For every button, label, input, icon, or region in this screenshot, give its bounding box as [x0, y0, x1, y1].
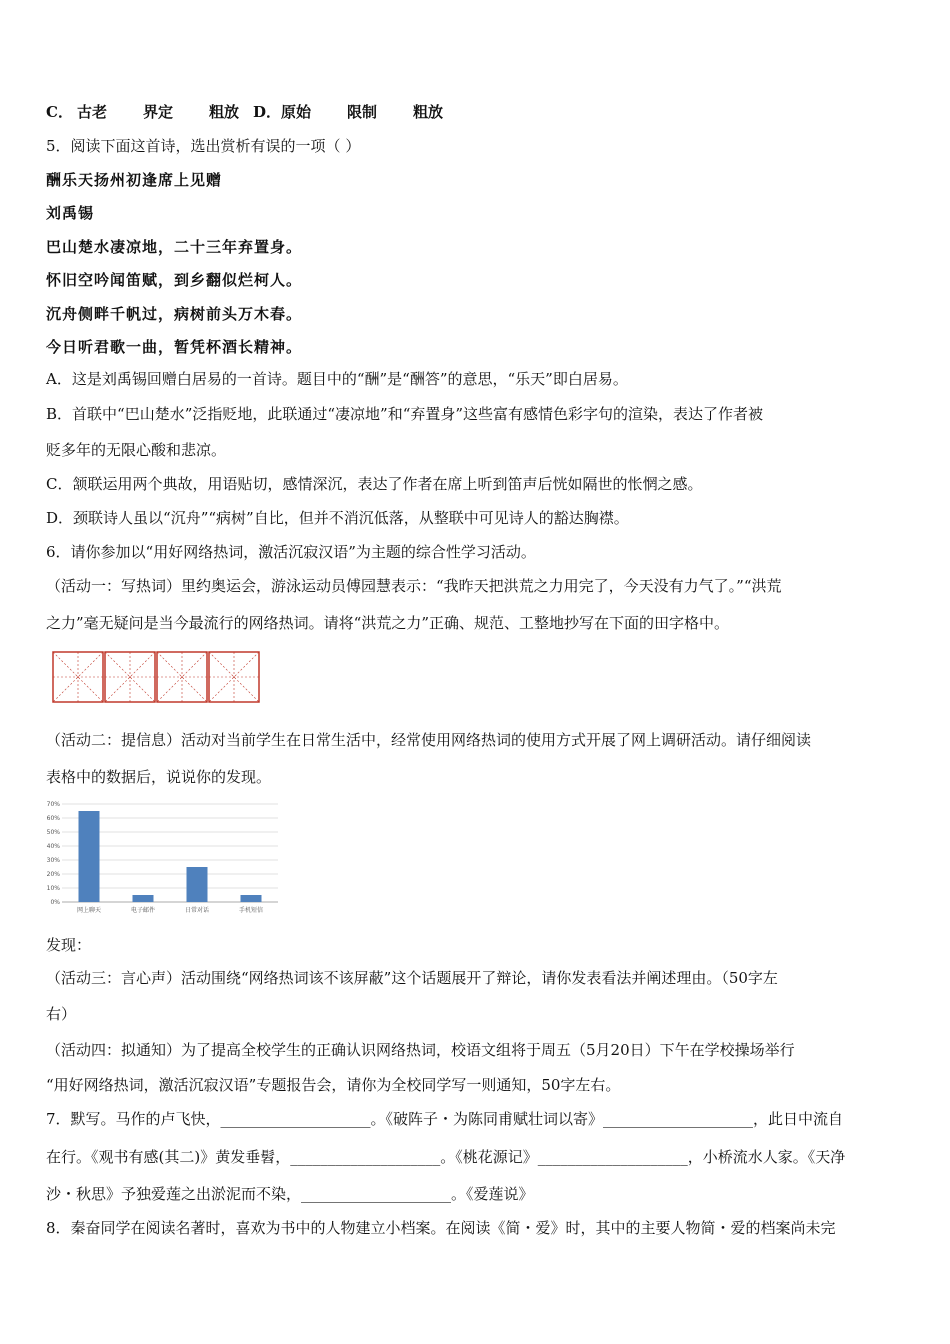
option-c-label: C． [46, 103, 73, 121]
y-tick-label: 0% [50, 899, 60, 906]
bar [241, 895, 262, 902]
x-tick-label: 电子邮件 [130, 907, 156, 914]
tianzige-cell [209, 652, 259, 702]
option-d-label: D． [253, 103, 282, 121]
finding-label: 发现： [46, 936, 92, 954]
q5-option-c: C．颔联运用两个典故，用语贴切，感情深沉，表达了作者在席上听到笛声后恍如隔世的怅惘之感。 [46, 475, 703, 493]
tianzige-cell [53, 652, 103, 702]
x-tick-label: 日常对话 [184, 907, 210, 914]
activity3-line: （活动三：言心声）活动围绕“网络热词该不该屏蔽”这个话题展开了辩论，请你发表看法并阐述理由。（50字左 [46, 969, 778, 987]
poem-line: 今日听君歌一曲，暂凭杯酒长精神。 [46, 338, 303, 356]
tianzige-grid [52, 651, 262, 707]
poem-line: 沉舟侧畔千帆过，病树前头万木春。 [46, 305, 303, 323]
y-tick-label: 30% [46, 857, 60, 864]
bar-chart [46, 800, 281, 924]
q6-stem: 6．请你参加以“用好网络热词，激活沉寂汉语”为主题的综合性学习活动。 [46, 543, 536, 561]
option-c-item: 古老 [76, 103, 107, 121]
y-tick-label: 40% [46, 843, 60, 850]
poem-title: 酬乐天扬州初逢席上见赠 [46, 171, 223, 189]
bar-chart-svg [46, 800, 281, 920]
y-tick-label: 20% [46, 871, 60, 878]
y-tick-label: 50% [46, 829, 60, 836]
activity2-line: （活动二：提信息）活动对当前学生在日常生活中，经常使用网络热词的使用方式开展了网上调研活动。请仔细阅读 [46, 731, 812, 749]
option-c-item: 界定 [142, 103, 173, 121]
y-tick-label: 60% [46, 815, 60, 822]
option-d-item: 原始 [281, 103, 312, 121]
bar [133, 895, 154, 902]
q5-option-b-cont: 贬多年的无限心酸和悲凉。 [46, 441, 227, 459]
q8-line: 8．秦奋同学在阅读名著时，喜欢为书中的人物建立小档案。在阅读《简・爱》时，其中的主要人物简・爱的档案尚未完 [46, 1219, 836, 1237]
q7-line: 7．默写。马作的卢飞快，____________________。《破阵子・为陈同甫赋壮词以寄》____________________，此日中流自 [46, 1110, 844, 1128]
q7-line: 在行。《观书有感(其二)》黄发垂髫，____________________。《桃花源记》____________________，小桥流水人家。《天净 [46, 1148, 846, 1166]
activity2-line: 表格中的数据后，说说你的发现。 [46, 768, 272, 786]
q7-line: 沙・秋思》予独爱莲之出淤泥而不染，____________________。《爱莲说》 [46, 1185, 534, 1203]
poem-line: 巴山楚水凄凉地，二十三年弃置身。 [46, 238, 303, 256]
tianzige-cell [157, 652, 207, 702]
activity3-line: 右） [46, 1005, 77, 1023]
tianzige-svg [52, 651, 262, 703]
option-c-item: 粗放 [208, 103, 239, 121]
activity1-line: 之力”毫无疑问是当今最流行的网络热词。请将“洪荒之力”正确、规范、工整地抄写在下面的田字格中。 [46, 614, 730, 632]
x-tick-label: 网上聊天 [76, 907, 102, 914]
x-tick-label: 手机短信 [238, 907, 264, 914]
q5-option-b: B．首联中“巴山楚水”泛指贬地，此联通过“凄凉地”和“弃置身”这些富有感情色彩字句的渲染，表达了作者被 [46, 405, 764, 423]
y-tick-label: 70% [46, 801, 60, 808]
q4-options-row [46, 102, 443, 122]
option-d-item: 粗放 [413, 103, 444, 121]
q5-option-a: A．这是刘禹锡回赠白居易的一首诗。题目中的“酬”是“酬答”的意思，“乐天”即白居易。 [46, 370, 628, 388]
poem-author: 刘禹锡 [46, 204, 95, 222]
poem-line: 怀旧空吟闻笛赋，到乡翻似烂柯人。 [46, 271, 303, 289]
q5-stem: 5．阅读下面这首诗，选出赏析有误的一项（ ） [46, 137, 361, 155]
y-tick-label: 10% [46, 885, 60, 892]
bar [187, 867, 208, 902]
activity4-line: “用好网络热词，激活沉寂汉语”专题报告会，请你为全校同学写一则通知，50字左右。 [46, 1076, 621, 1094]
bar [79, 811, 100, 902]
option-d-item: 限制 [347, 103, 378, 121]
activity1-line: （活动一：写热词）里约奥运会，游泳运动员傅园慧表示：“我昨天把洪荒之力用完了，今天没有力气了。”“洪荒 [46, 577, 782, 595]
tianzige-cell [105, 652, 155, 702]
activity4-line: （活动四：拟通知）为了提高全校学生的正确认识网络热词，校语文组将于周五（5月20日）下午在学校操场举行 [46, 1041, 795, 1059]
q5-option-d: D．颈联诗人虽以“沉舟”“病树”自比，但并不消沉低落，从整联中可见诗人的豁达胸襟。 [46, 509, 629, 527]
